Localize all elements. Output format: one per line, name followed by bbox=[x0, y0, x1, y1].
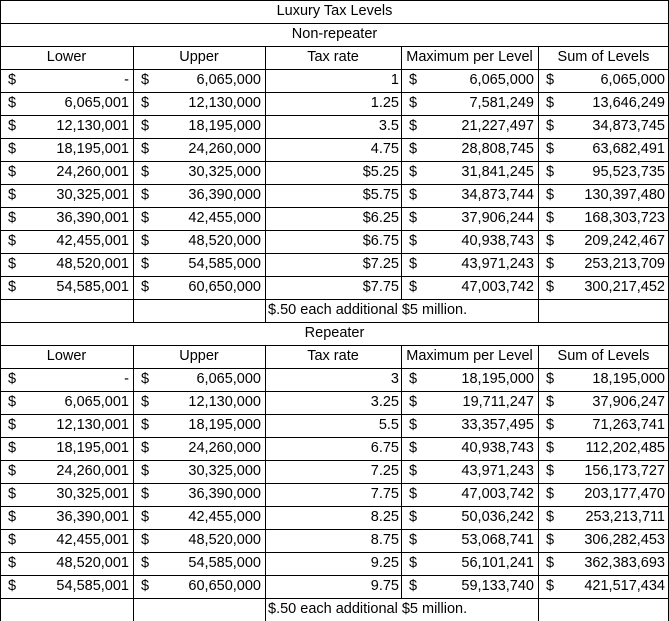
table-row bbox=[0, 92, 669, 115]
grid-vline bbox=[0, 23, 1, 46]
cell-sum: 421,517,434 bbox=[584, 578, 665, 594]
cell-lower: 18,195,001 bbox=[56, 141, 129, 157]
currency-symbol: $ bbox=[409, 95, 418, 111]
currency-symbol: $ bbox=[546, 164, 555, 180]
cell-max: 50,036,242 bbox=[461, 509, 534, 525]
table-row bbox=[0, 483, 669, 506]
grid-vline bbox=[265, 598, 266, 621]
grid-hline bbox=[0, 115, 669, 116]
currency-symbol: $ bbox=[8, 210, 17, 226]
currency-symbol: $ bbox=[409, 486, 418, 502]
cell-max: 47,003,742 bbox=[461, 279, 534, 295]
currency-symbol: $ bbox=[8, 578, 17, 594]
grid-hline bbox=[0, 276, 669, 277]
currency-symbol: $ bbox=[8, 187, 17, 203]
cell-sum: 18,195,000 bbox=[592, 371, 665, 387]
currency-symbol: $ bbox=[141, 532, 150, 548]
grid-hline bbox=[0, 460, 669, 461]
cell-max: 56,101,241 bbox=[461, 555, 534, 571]
grid-vline bbox=[133, 46, 134, 299]
note-row bbox=[0, 598, 669, 621]
grid-hline bbox=[0, 483, 669, 484]
grid-vline bbox=[0, 0, 1, 23]
cell-upper: 42,455,000 bbox=[188, 210, 261, 226]
cell-upper: 36,390,000 bbox=[188, 486, 261, 502]
cell-lower: 6,065,001 bbox=[64, 394, 129, 410]
cell-lower: 24,260,001 bbox=[56, 463, 129, 479]
table-row bbox=[0, 391, 669, 414]
currency-symbol: $ bbox=[546, 279, 555, 295]
cell-upper: 18,195,000 bbox=[188, 118, 261, 134]
grid-hline bbox=[0, 437, 669, 438]
currency-symbol: $ bbox=[141, 141, 150, 157]
currency-symbol: $ bbox=[409, 256, 418, 272]
cell-upper: 30,325,000 bbox=[188, 463, 261, 479]
cell-rate: 7.25 bbox=[370, 463, 399, 479]
cell-lower: 12,130,001 bbox=[56, 118, 129, 134]
grid-hline bbox=[0, 598, 669, 599]
currency-symbol: $ bbox=[141, 417, 150, 433]
cell-sum: 13,646,249 bbox=[592, 95, 665, 111]
section-name: Repeater bbox=[304, 325, 365, 341]
cell-max: 7,581,249 bbox=[469, 95, 534, 111]
table-row bbox=[0, 230, 669, 253]
grid-hline bbox=[0, 552, 669, 553]
note-row bbox=[0, 299, 669, 322]
grid-vline bbox=[401, 345, 402, 598]
currency-symbol: $ bbox=[546, 233, 555, 249]
currency-symbol: $ bbox=[8, 532, 17, 548]
cell-lower: 36,390,001 bbox=[56, 509, 129, 525]
cell-rate: $7.25 bbox=[362, 256, 399, 272]
currency-symbol: $ bbox=[546, 141, 555, 157]
currency-symbol: $ bbox=[409, 279, 418, 295]
column-header-max: Maximum per Level bbox=[406, 49, 533, 65]
cell-max: 53,068,741 bbox=[461, 532, 534, 548]
grid-vline bbox=[538, 345, 539, 598]
currency-symbol: $ bbox=[141, 256, 150, 272]
grid-vline bbox=[0, 345, 1, 598]
cell-upper: 18,195,000 bbox=[188, 417, 261, 433]
currency-symbol: $ bbox=[141, 463, 150, 479]
grid-vline bbox=[265, 345, 266, 598]
grid-vline bbox=[265, 299, 266, 322]
cell-lower: 18,195,001 bbox=[56, 440, 129, 456]
column-header-max: Maximum per Level bbox=[406, 348, 533, 364]
cell-sum: 168,303,723 bbox=[584, 210, 665, 226]
sheet-title: Luxury Tax Levels bbox=[276, 3, 393, 19]
cell-rate: 3.25 bbox=[370, 394, 399, 410]
title-row bbox=[0, 0, 669, 23]
currency-symbol: $ bbox=[141, 555, 150, 571]
table-row bbox=[0, 115, 669, 138]
currency-symbol: $ bbox=[141, 233, 150, 249]
grid-vline bbox=[0, 322, 1, 345]
currency-symbol: $ bbox=[546, 118, 555, 134]
currency-symbol: $ bbox=[409, 394, 418, 410]
currency-symbol: $ bbox=[8, 440, 17, 456]
cell-sum: 306,282,453 bbox=[584, 532, 665, 548]
cell-upper: 60,650,000 bbox=[188, 279, 261, 295]
currency-symbol: $ bbox=[546, 417, 555, 433]
section-name-row bbox=[0, 322, 669, 345]
currency-symbol: $ bbox=[546, 187, 555, 203]
currency-symbol: $ bbox=[409, 371, 418, 387]
cell-upper: 36,390,000 bbox=[188, 187, 261, 203]
currency-symbol: $ bbox=[409, 555, 418, 571]
currency-symbol: $ bbox=[8, 233, 17, 249]
cell-max: 28,808,745 bbox=[461, 141, 534, 157]
cell-max: 40,938,743 bbox=[461, 440, 534, 456]
currency-symbol: $ bbox=[8, 118, 17, 134]
cell-sum: 34,873,745 bbox=[592, 118, 665, 134]
cell-lower: 48,520,001 bbox=[56, 555, 129, 571]
currency-symbol: $ bbox=[546, 210, 555, 226]
table-row bbox=[0, 253, 669, 276]
cell-upper: 6,065,000 bbox=[196, 371, 261, 387]
grid-hline bbox=[0, 414, 669, 415]
cell-upper: 24,260,000 bbox=[188, 440, 261, 456]
column-header-rate: Tax rate bbox=[307, 49, 359, 65]
cell-max: 33,357,495 bbox=[461, 417, 534, 433]
currency-symbol: $ bbox=[8, 486, 17, 502]
grid-hline bbox=[0, 138, 669, 139]
currency-symbol: $ bbox=[546, 440, 555, 456]
currency-symbol: $ bbox=[546, 95, 555, 111]
grid-hline bbox=[0, 575, 669, 576]
cell-sum: 300,217,452 bbox=[584, 279, 665, 295]
column-header-row bbox=[0, 46, 669, 69]
grid-hline bbox=[0, 230, 669, 231]
cell-lower: - bbox=[124, 371, 129, 387]
cell-sum: 37,906,247 bbox=[592, 394, 665, 410]
cell-lower: - bbox=[124, 72, 129, 88]
currency-symbol: $ bbox=[8, 279, 17, 295]
cell-max: 34,873,744 bbox=[461, 187, 534, 203]
cell-sum: 95,523,735 bbox=[592, 164, 665, 180]
cell-upper: 60,650,000 bbox=[188, 578, 261, 594]
cell-max: 43,971,243 bbox=[461, 463, 534, 479]
table-row bbox=[0, 138, 669, 161]
currency-symbol: $ bbox=[8, 417, 17, 433]
table-row bbox=[0, 552, 669, 575]
grid-hline bbox=[0, 161, 669, 162]
currency-symbol: $ bbox=[409, 210, 418, 226]
grid-vline bbox=[133, 299, 134, 322]
cell-lower: 42,455,001 bbox=[56, 532, 129, 548]
grid-hline bbox=[0, 46, 669, 47]
table-row bbox=[0, 161, 669, 184]
grid-vline bbox=[265, 46, 266, 299]
cell-max: 40,938,743 bbox=[461, 233, 534, 249]
currency-symbol: $ bbox=[8, 256, 17, 272]
currency-symbol: $ bbox=[8, 371, 17, 387]
currency-symbol: $ bbox=[546, 256, 555, 272]
currency-symbol: $ bbox=[409, 118, 418, 134]
currency-symbol: $ bbox=[546, 578, 555, 594]
cell-max: 31,841,245 bbox=[461, 164, 534, 180]
currency-symbol: $ bbox=[8, 141, 17, 157]
grid-hline bbox=[0, 23, 669, 24]
currency-symbol: $ bbox=[409, 440, 418, 456]
cell-sum: 63,682,491 bbox=[592, 141, 665, 157]
table-row bbox=[0, 575, 669, 598]
column-header-rate: Tax rate bbox=[307, 348, 359, 364]
cell-max: 21,227,497 bbox=[461, 118, 534, 134]
cell-upper: 48,520,000 bbox=[188, 233, 261, 249]
grid-hline bbox=[0, 92, 669, 93]
currency-symbol: $ bbox=[409, 164, 418, 180]
currency-symbol: $ bbox=[141, 279, 150, 295]
column-header-lower: Lower bbox=[46, 348, 87, 364]
grid-vline bbox=[0, 598, 1, 621]
currency-symbol: $ bbox=[546, 532, 555, 548]
cell-upper: 6,065,000 bbox=[196, 72, 261, 88]
cell-max: 19,711,247 bbox=[462, 394, 534, 410]
section-name: Non-repeater bbox=[291, 26, 378, 42]
table-row bbox=[0, 276, 669, 299]
cell-rate: 3 bbox=[390, 371, 399, 387]
cell-rate: 9.25 bbox=[370, 555, 399, 571]
currency-symbol: $ bbox=[546, 463, 555, 479]
cell-rate: 5.5 bbox=[378, 417, 399, 433]
grid-hline bbox=[0, 391, 669, 392]
grid-hline bbox=[0, 368, 669, 369]
grid-hline bbox=[0, 345, 669, 346]
grid-hline bbox=[0, 253, 669, 254]
cell-upper: 42,455,000 bbox=[188, 509, 261, 525]
currency-symbol: $ bbox=[8, 72, 17, 88]
cell-max: 37,906,244 bbox=[461, 210, 534, 226]
cell-lower: 48,520,001 bbox=[56, 256, 129, 272]
currency-symbol: $ bbox=[8, 164, 17, 180]
grid-hline bbox=[0, 207, 669, 208]
cell-sum: 6,065,000 bbox=[600, 72, 665, 88]
currency-symbol: $ bbox=[141, 95, 150, 111]
currency-symbol: $ bbox=[8, 95, 17, 111]
cell-upper: 12,130,000 bbox=[188, 394, 261, 410]
cell-rate: 1 bbox=[390, 72, 399, 88]
currency-symbol: $ bbox=[141, 72, 150, 88]
currency-symbol: $ bbox=[409, 509, 418, 525]
currency-symbol: $ bbox=[546, 371, 555, 387]
currency-symbol: $ bbox=[409, 72, 418, 88]
table-row bbox=[0, 506, 669, 529]
cell-upper: 12,130,000 bbox=[188, 95, 261, 111]
cell-rate: 7.75 bbox=[370, 486, 399, 502]
cell-lower: 42,455,001 bbox=[56, 233, 129, 249]
cell-rate: 8.75 bbox=[370, 532, 399, 548]
currency-symbol: $ bbox=[546, 72, 555, 88]
grid-vline bbox=[538, 299, 539, 322]
table-row bbox=[0, 368, 669, 391]
cell-rate: $6.75 bbox=[362, 233, 399, 249]
cell-rate: 6.75 bbox=[370, 440, 399, 456]
column-header-upper: Upper bbox=[179, 49, 219, 65]
currency-symbol: $ bbox=[8, 555, 17, 571]
grid-hline bbox=[0, 0, 669, 1]
grid-vline bbox=[133, 598, 134, 621]
cell-upper: 24,260,000 bbox=[188, 141, 261, 157]
cell-sum: 253,213,711 bbox=[585, 509, 665, 525]
grid-vline bbox=[538, 46, 539, 299]
grid-vline bbox=[0, 46, 1, 299]
currency-symbol: $ bbox=[409, 233, 418, 249]
table-row bbox=[0, 69, 669, 92]
currency-symbol: $ bbox=[141, 394, 150, 410]
grid-hline bbox=[0, 529, 669, 530]
cell-sum: 130,397,480 bbox=[584, 187, 665, 203]
currency-symbol: $ bbox=[546, 486, 555, 502]
currency-symbol: $ bbox=[409, 463, 418, 479]
cell-rate: $7.75 bbox=[362, 279, 399, 295]
table-row bbox=[0, 414, 669, 437]
currency-symbol: $ bbox=[546, 555, 555, 571]
cell-lower: 12,130,001 bbox=[56, 417, 129, 433]
cell-lower: 36,390,001 bbox=[56, 210, 129, 226]
cell-rate: 1.25 bbox=[370, 95, 399, 111]
grid-hline bbox=[0, 299, 669, 300]
column-header-lower: Lower bbox=[46, 49, 87, 65]
table-row bbox=[0, 460, 669, 483]
table-row bbox=[0, 207, 669, 230]
cell-max: 47,003,742 bbox=[461, 486, 534, 502]
cell-max: 43,971,243 bbox=[461, 256, 534, 272]
column-header-row bbox=[0, 345, 669, 368]
column-header-sum: Sum of Levels bbox=[557, 49, 650, 65]
currency-symbol: $ bbox=[8, 394, 17, 410]
currency-symbol: $ bbox=[409, 417, 418, 433]
cell-max: 6,065,000 bbox=[469, 72, 534, 88]
currency-symbol: $ bbox=[409, 532, 418, 548]
cell-lower: 24,260,001 bbox=[56, 164, 129, 180]
column-header-upper: Upper bbox=[179, 348, 219, 364]
currency-symbol: $ bbox=[8, 509, 17, 525]
cell-sum: 362,383,693 bbox=[584, 555, 665, 571]
cell-sum: 156,173,727 bbox=[584, 463, 665, 479]
currency-symbol: $ bbox=[141, 210, 150, 226]
section-name-row bbox=[0, 23, 669, 46]
cell-lower: 30,325,001 bbox=[56, 187, 129, 203]
grid-hline bbox=[0, 322, 669, 323]
cell-rate: $5.75 bbox=[362, 187, 399, 203]
cell-max: 59,133,740 bbox=[461, 578, 534, 594]
currency-symbol: $ bbox=[546, 394, 555, 410]
currency-symbol: $ bbox=[141, 164, 150, 180]
currency-symbol: $ bbox=[546, 509, 555, 525]
grid-vline bbox=[0, 299, 1, 322]
currency-symbol: $ bbox=[141, 486, 150, 502]
cell-rate: 3.5 bbox=[378, 118, 399, 134]
currency-symbol: $ bbox=[8, 463, 17, 479]
cell-rate: 9.75 bbox=[370, 578, 399, 594]
grid-hline bbox=[0, 506, 669, 507]
cell-sum: 209,242,467 bbox=[584, 233, 665, 249]
cell-upper: 54,585,000 bbox=[188, 256, 261, 272]
rate-note: $.50 each additional $5 million. bbox=[268, 302, 468, 318]
cell-rate: $6.25 bbox=[362, 210, 399, 226]
cell-sum: 112,202,485 bbox=[585, 440, 665, 456]
cell-rate: 8.25 bbox=[370, 509, 399, 525]
cell-rate: $5.25 bbox=[362, 164, 399, 180]
currency-symbol: $ bbox=[141, 118, 150, 134]
cell-rate: 4.75 bbox=[370, 141, 399, 157]
grid-vline bbox=[538, 598, 539, 621]
currency-symbol: $ bbox=[141, 578, 150, 594]
currency-symbol: $ bbox=[409, 141, 418, 157]
cell-max: 18,195,000 bbox=[461, 371, 534, 387]
table-row bbox=[0, 437, 669, 460]
grid-vline bbox=[133, 345, 134, 598]
cell-sum: 253,213,709 bbox=[584, 256, 665, 272]
currency-symbol: $ bbox=[141, 371, 150, 387]
currency-symbol: $ bbox=[141, 509, 150, 525]
cell-upper: 30,325,000 bbox=[188, 164, 261, 180]
cell-lower: 54,585,001 bbox=[56, 578, 129, 594]
table-row bbox=[0, 184, 669, 207]
cell-upper: 48,520,000 bbox=[188, 532, 261, 548]
cell-upper: 54,585,000 bbox=[188, 555, 261, 571]
cell-sum: 203,177,470 bbox=[584, 486, 665, 502]
cell-lower: 30,325,001 bbox=[56, 486, 129, 502]
grid-hline bbox=[0, 69, 669, 70]
grid-hline bbox=[0, 184, 669, 185]
cell-lower: 6,065,001 bbox=[64, 95, 129, 111]
column-header-sum: Sum of Levels bbox=[557, 348, 650, 364]
currency-symbol: $ bbox=[141, 187, 150, 203]
rate-note: $.50 each additional $5 million. bbox=[268, 601, 468, 617]
table-row bbox=[0, 529, 669, 552]
currency-symbol: $ bbox=[141, 440, 150, 456]
cell-lower: 54,585,001 bbox=[56, 279, 129, 295]
cell-sum: 71,263,741 bbox=[592, 417, 665, 433]
grid-vline bbox=[401, 46, 402, 299]
currency-symbol: $ bbox=[409, 578, 418, 594]
currency-symbol: $ bbox=[409, 187, 418, 203]
